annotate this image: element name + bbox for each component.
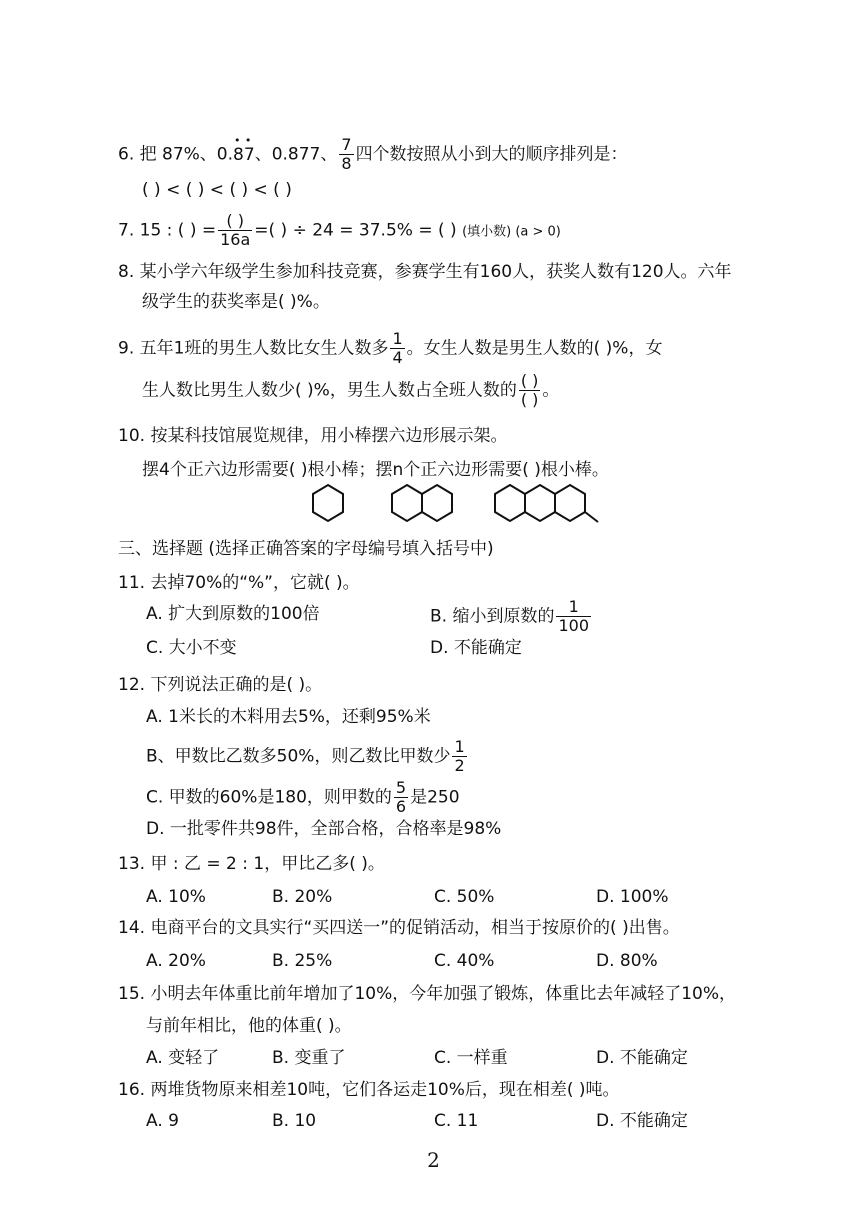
- q10-line2[interactable]: 摆4个正六边形需要( )根小棒；摆n个正六边形需要( )根小棒。: [142, 460, 609, 480]
- q11-b-den: 100: [558, 616, 590, 635]
- question-9-line2: [142, 372, 559, 409]
- q15-option-b[interactable]: B. 变重了: [272, 1048, 346, 1068]
- q9-fraction: [390, 330, 404, 367]
- q12-c-den: 6: [395, 797, 407, 816]
- q13-option-c[interactable]: C. 50%: [434, 887, 495, 907]
- q11-option-d[interactable]: D. 不能确定: [430, 638, 522, 658]
- hexagon-3c: [555, 485, 585, 521]
- q7-text-b[interactable]: =( ) ÷ 24 = 37.5% = ( ): [254, 220, 457, 241]
- q6-frac-den: 8: [341, 154, 352, 173]
- q14-option-d[interactable]: D. 80%: [596, 951, 658, 971]
- q13-stem[interactable]: 13. 甲 : 乙 = 2 : 1，甲比乙多( )。: [118, 854, 385, 874]
- q9-line2-b: 。: [542, 380, 560, 401]
- q16-option-a[interactable]: A. 9: [146, 1111, 179, 1131]
- q11-option-b-text: B. 缩小到原数的: [430, 606, 555, 627]
- q16-option-c[interactable]: C. 11: [434, 1111, 479, 1131]
- q6-answer-blanks[interactable]: ( ) < ( ) < ( ) < ( ): [142, 180, 292, 200]
- q12-option-c[interactable]: [146, 779, 460, 816]
- q6-text-c: 四个数按照从小到大的顺序排列是：: [355, 144, 628, 165]
- q11-option-b[interactable]: [430, 598, 593, 635]
- q10-line1: 10. 按某科技馆展览规律，用小棒摆六边形展示架。: [118, 426, 508, 446]
- q9-frac-den: 4: [392, 348, 403, 367]
- q6-text-b: 、0.877、: [254, 144, 338, 165]
- question-6: [118, 136, 628, 173]
- q7-note: (填小数) (a > 0): [462, 224, 561, 240]
- q15-line2[interactable]: 与前年相比，他的体重( )。: [146, 1016, 352, 1036]
- section-3-heading: 三、选择题 (选择正确答案的字母编号填入括号中): [118, 539, 494, 559]
- q12-b-den: 2: [454, 756, 465, 775]
- q7-text-a[interactable]: 7. 15 : ( ) =: [118, 220, 217, 241]
- q6-fraction: [339, 136, 353, 173]
- q12-c-num: 5: [395, 778, 407, 797]
- q12-b-num: 1: [454, 737, 465, 756]
- q15-option-c[interactable]: C. 一样重: [434, 1048, 508, 1068]
- q9-fraction-2: [519, 372, 541, 409]
- hexagon-pattern-figure: [0, 482, 867, 532]
- q15-option-d[interactable]: D. 不能确定: [596, 1048, 688, 1068]
- q16-option-b[interactable]: B. 10: [272, 1111, 317, 1131]
- hexagon-1: [313, 485, 343, 521]
- q13-option-a[interactable]: A. 10%: [146, 887, 206, 907]
- q8-line1: 8. 某小学六年级学生参加科技竞赛，参赛学生有160人，获奖人数有120人。六年: [118, 262, 732, 282]
- page-number: 2: [427, 1148, 440, 1172]
- q12-option-c-fraction: [394, 779, 408, 816]
- q9-frac2-num[interactable]: ( ): [520, 371, 539, 390]
- q7-frac-num[interactable]: ( ): [218, 212, 252, 231]
- q6-repeating-digit-7: • 7: [244, 141, 255, 169]
- q9-text-a: 9. 五年1班的男生人数比女生人数多: [118, 338, 389, 359]
- q9-frac2-den[interactable]: ( ): [520, 390, 539, 409]
- q11-b-num: 1: [556, 598, 591, 617]
- q9-frac-num: 1: [392, 329, 403, 348]
- q14-option-c[interactable]: C. 40%: [434, 951, 495, 971]
- q7-frac-den: 16a: [220, 230, 251, 249]
- q6-text-a: 6. 把 87%、0.: [118, 144, 234, 165]
- hexagon-3a: [495, 485, 525, 521]
- q12-option-a[interactable]: A. 1米长的木料用去5%，还剩95%米: [146, 707, 431, 727]
- q12-option-b-text: B、甲数比乙数多50%，则乙数比甲数少: [146, 746, 451, 767]
- q16-option-d[interactable]: D. 不能确定: [596, 1111, 688, 1131]
- q6-frac-num: 7: [341, 135, 352, 154]
- q12-option-b[interactable]: [146, 738, 469, 775]
- q12-option-c-text-b: 是250: [410, 787, 460, 808]
- q12-option-b-fraction: [452, 738, 466, 775]
- q12-option-d[interactable]: D. 一批零件共98件，全部合格，合格率是98%: [146, 819, 502, 839]
- q13-option-d[interactable]: D. 100%: [596, 887, 669, 907]
- q11-stem[interactable]: 11. 去掉70%的“%”，它就( )。: [118, 573, 360, 593]
- q14-option-a[interactable]: A. 20%: [146, 951, 206, 971]
- hexagon-2a: [392, 485, 422, 521]
- question-9-line1: [118, 330, 662, 367]
- q11-option-b-fraction: [556, 598, 591, 635]
- stick-extra: [585, 512, 598, 522]
- q9-text-b[interactable]: 。女生人数是男生人数的( )%，女: [406, 338, 663, 359]
- q16-stem[interactable]: 16. 两堆货物原来相差10吨，它们各运走10%后，现在相差( )吨。: [118, 1080, 620, 1100]
- q14-option-b[interactable]: B. 25%: [272, 951, 333, 971]
- q15-option-a[interactable]: A. 变轻了: [146, 1048, 220, 1068]
- q11-option-a[interactable]: A. 扩大到原数的100倍: [146, 604, 320, 624]
- q15-line1: 15. 小明去年体重比前年增加了10%，今年加强了锻炼，体重比去年减轻了10%，: [118, 984, 737, 1004]
- question-7: [118, 212, 561, 249]
- q13-option-b[interactable]: B. 20%: [272, 887, 333, 907]
- q6-repeating-digit-8: • 8: [233, 141, 244, 169]
- q9-line2-a[interactable]: 生人数比男生人数少( )%，男生人数占全班人数的: [142, 380, 517, 401]
- hexagon-2b: [422, 485, 452, 521]
- q7-fraction: [218, 212, 252, 249]
- q12-option-c-text-a: C. 甲数的60%是180，则甲数的: [146, 787, 392, 808]
- q11-option-c[interactable]: C. 大小不变: [146, 638, 237, 658]
- q14-stem[interactable]: 14. 电商平台的文具实行“买四送一”的促销活动，相当于按原价的( )出售。: [118, 918, 680, 938]
- q8-line2[interactable]: 级学生的获奖率是( )%。: [142, 292, 330, 312]
- q12-stem[interactable]: 12. 下列说法正确的是( )。: [118, 675, 323, 695]
- hexagon-3b: [525, 485, 555, 521]
